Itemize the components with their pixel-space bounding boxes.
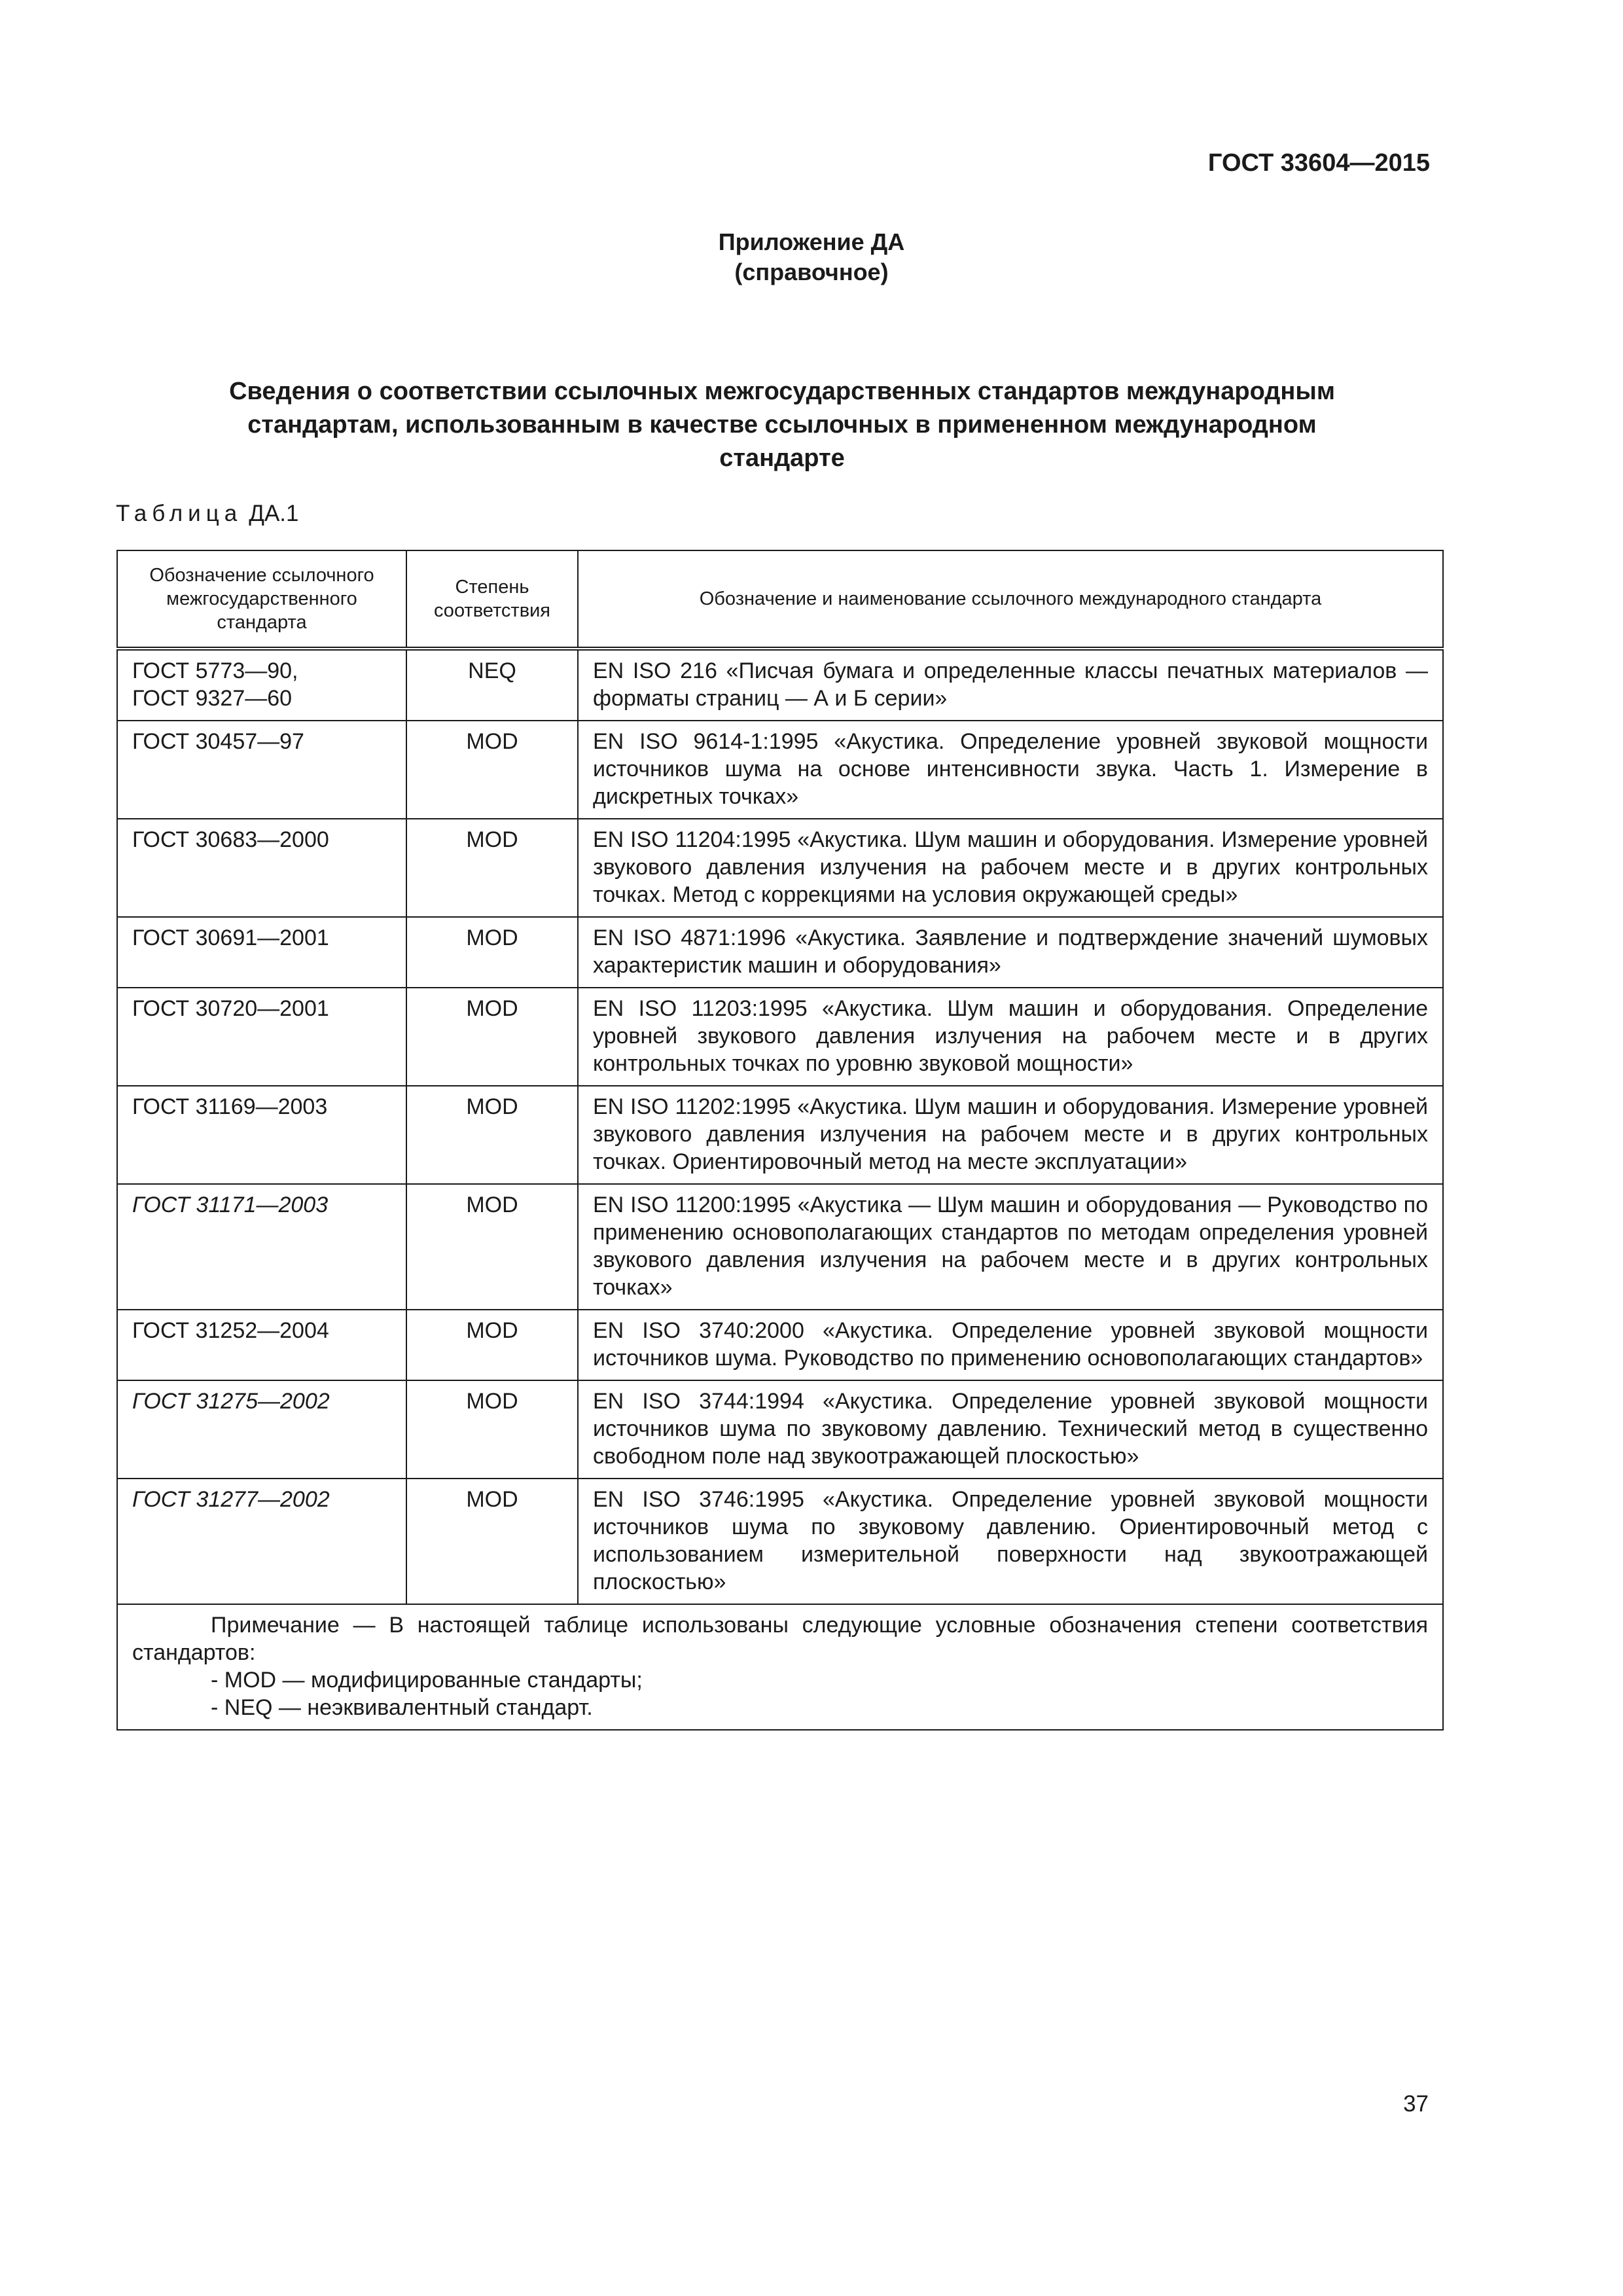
table-caption-word: Таблица: [116, 501, 243, 526]
table-header-row: [117, 550, 1443, 649]
gost-cell: ГОСТ 31169—2003: [117, 1086, 406, 1184]
header-gost: Обозначение ссылочного межгосударственного стандарта: [117, 550, 406, 649]
gost-cell: ГОСТ 31277—2002: [117, 1479, 406, 1604]
page-number: 37: [1403, 2091, 1429, 2117]
intl-standard-cell: EN ISO 4871:1996 «Акустика. Заявление и подтверждение значений шумовых характеристик машин и оборудования»: [578, 917, 1443, 988]
table-caption: [116, 501, 298, 527]
table-note: [117, 1604, 1443, 1730]
gost-cell: ГОСТ 30683—2000: [117, 819, 406, 917]
intl-standard-cell: EN ISO 9614-1:1995 «Акустика. Определение уровней звуковой мощности источников шума на основе интенсивности звука. Часть 1. Измерение в дискретных точках»: [578, 721, 1443, 819]
note-label: Примечание: [211, 1613, 340, 1638]
degree-cell: MOD: [406, 1184, 578, 1310]
degree-cell: MOD: [406, 917, 578, 988]
table-row: [117, 1380, 1443, 1479]
intl-standard-cell: EN ISO 3744:1994 «Акустика. Определение уровней звуковой мощности источников шума по звуковому давлению. Технический метод в существенно свободном поле над звукоотражающей плоскостью»: [578, 1380, 1443, 1479]
table-row: [117, 819, 1443, 917]
intl-standard-cell: EN ISO 216 «Писчая бумага и определенные классы печатных материалов — форматы страниц — А и Б серии»: [578, 649, 1443, 721]
gost-cell: ГОСТ 31252—2004: [117, 1310, 406, 1380]
title-line-1: Сведения о соответствии ссылочных межгосударственных стандартов международным: [229, 378, 1335, 405]
standards-table: [116, 550, 1444, 1731]
gost-cell: [117, 649, 406, 721]
degree-cell: MOD: [406, 1479, 578, 1604]
intl-standard-cell: EN ISO 3740:2000 «Акустика. Определение уровней звуковой мощности источников шума. Руководство по применению основополагающих стандартов»: [578, 1310, 1443, 1380]
note-item: - MOD — модифицированные стандарты;: [211, 1668, 643, 1693]
table-row: [117, 1479, 1443, 1604]
gost-cell: ГОСТ 30691—2001: [117, 917, 406, 988]
intl-standard-cell: EN ISO 11204:1995 «Акустика. Шум машин и оборудования. Измерение уровней звукового давления излучения на рабочем месте и в других контрольных точках. Метод с коррекциями на условия окружающей среды»: [578, 819, 1443, 917]
note-body: — В настоящей таблице использованы следующие условные обозначения степени соответствия стандартов:: [132, 1613, 1428, 1665]
appendix-name: Приложение ДА: [718, 228, 905, 255]
table-caption-number: ДА.1: [249, 501, 299, 526]
table-row: [117, 988, 1443, 1086]
degree-cell: MOD: [406, 1380, 578, 1479]
table-row: [117, 649, 1443, 721]
table-row: [117, 721, 1443, 819]
appendix-type: (справочное): [734, 259, 889, 285]
intl-standard-cell: EN ISO 3746:1995 «Акустика. Определение уровней звуковой мощности источников шума по звуковому давлению. Ориентировочный метод с использованием измерительной поверхности над звукоотражающей плоскостью»: [578, 1479, 1443, 1604]
note-text: [132, 1611, 1428, 1666]
title-line-2: стандартам, использованным в качестве ссылочных в примененном международном: [247, 411, 1317, 439]
degree-cell: MOD: [406, 721, 578, 819]
degree-cell: NEQ: [406, 649, 578, 721]
title-line-3: стандарте: [719, 444, 845, 472]
table-row: [117, 1310, 1443, 1380]
degree-cell: MOD: [406, 1310, 578, 1380]
table-note-row: [117, 1604, 1443, 1730]
degree-cell: MOD: [406, 1086, 578, 1184]
gost-designation: ГОСТ 5773—90,: [132, 658, 298, 683]
header-intl: Обозначение и наименование ссылочного международного стандарта: [578, 550, 1443, 649]
degree-cell: MOD: [406, 819, 578, 917]
header-degree: Степень соответствия: [406, 550, 578, 649]
table-row: [117, 1184, 1443, 1310]
degree-cell: MOD: [406, 988, 578, 1086]
appendix-heading: [0, 227, 1623, 287]
intl-standard-cell: EN ISO 11202:1995 «Акустика. Шум машин и оборудования. Измерение уровней звукового давления излучения на рабочем месте и в других контрольных точках. Ориентировочный метод на месте эксплуатации»: [578, 1086, 1443, 1184]
intl-standard-cell: EN ISO 11203:1995 «Акустика. Шум машин и оборудования. Определение уровней звукового давления излучения на рабочем месте и в других контрольных точках по уровню звуковой мощности»: [578, 988, 1443, 1086]
gost-cell: ГОСТ 31275—2002: [117, 1380, 406, 1479]
table-row: [117, 917, 1443, 988]
gost-cell: ГОСТ 30720—2001: [117, 988, 406, 1086]
note-item: - NEQ — неэквивалентный стандарт.: [211, 1695, 593, 1720]
gost-cell: ГОСТ 30457—97: [117, 721, 406, 819]
table-row: [117, 1086, 1443, 1184]
document-number: ГОСТ 33604—2015: [1207, 149, 1430, 177]
section-title: [151, 375, 1414, 475]
intl-standard-cell: EN ISO 11200:1995 «Акустика — Шум машин и оборудования — Руководство по применению основополагающих стандартов по методам определения уровней звукового давления излучения на рабочем месте и в других контрольных точках»: [578, 1184, 1443, 1310]
gost-cell: ГОСТ 31171—2003: [117, 1184, 406, 1310]
gost-designation: ГОСТ 9327—60: [132, 686, 293, 711]
